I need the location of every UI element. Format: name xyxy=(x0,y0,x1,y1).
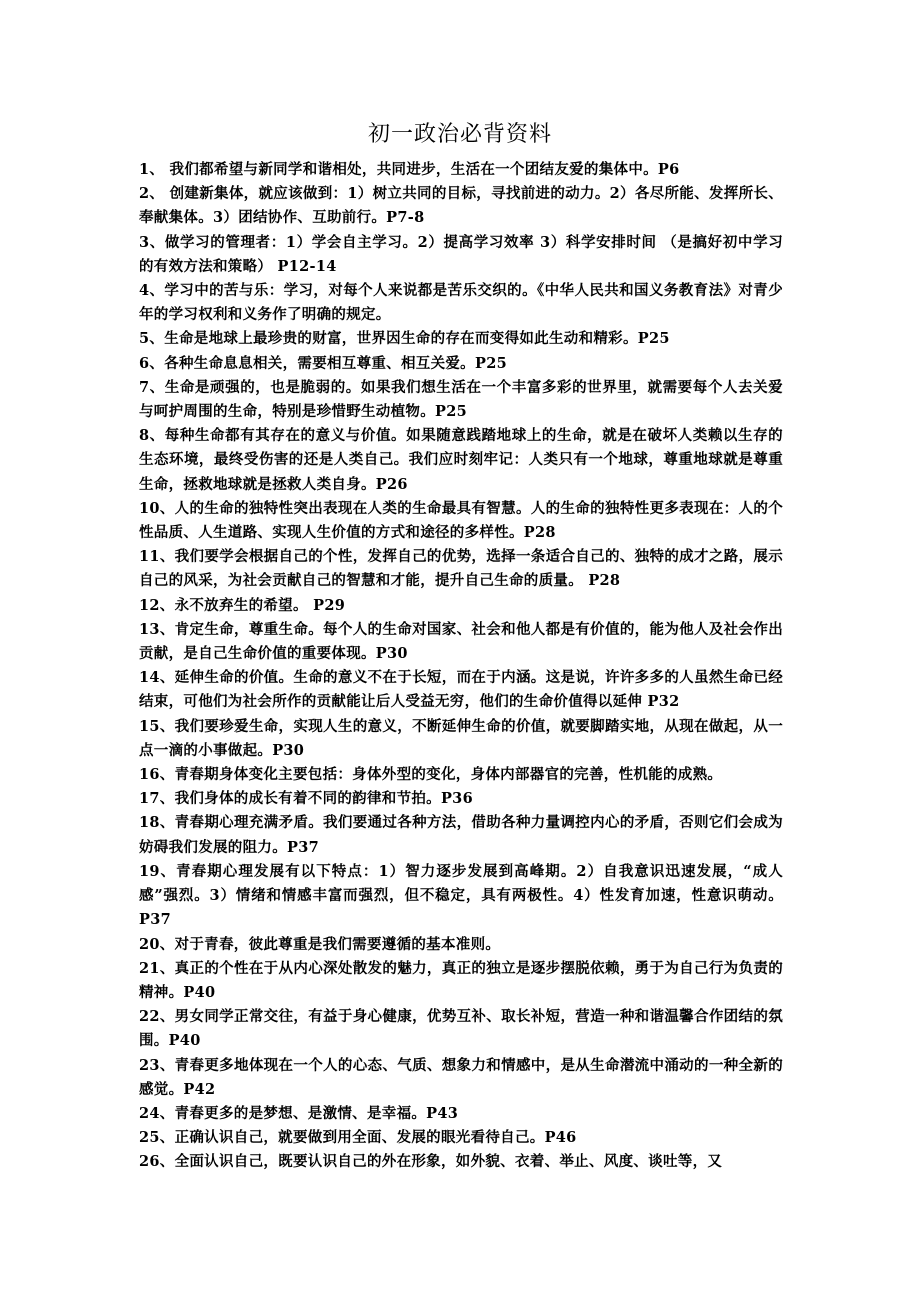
list-item: 7、生命是顽强的，也是脆弱的。如果我们想生活在一个丰富多彩的世界里，就需要每个人去关爱与呵护周围的生命，特别是珍惜野生动植物。P25 xyxy=(139,378,783,421)
list-item: 14、延伸生命的价值。生命的意义不在于长短，而在于内涵。这是说，许许多多的人虽然生命已经结束，可他们为社会所作的贡献能让后人受益无穷，他们的生命价值得以延伸 P32 xyxy=(139,669,783,711)
list-item: 26、全面认识自己，既要认识自己的外在形象，如外貌、衣着、举止、风度、谈吐等，又 xyxy=(139,1153,723,1171)
list-item: 23、青春更多地体现在一个人的心态、气质、想象力和情感中，是从生命潜流中涌动的一种全新的感觉。P42 xyxy=(139,1056,783,1098)
list-item: 1、 我们都希望与新同学和谐相处，共同进步，生活在一个团结友爱的集体中。P6 xyxy=(139,161,680,178)
list-item: 5、生命是地球上最珍贵的财富，世界因生命的存在而变得如此生动和精彩。P25 xyxy=(139,330,670,348)
list-item: 24、青春更多的是梦想、是激情、是幸福。P43 xyxy=(139,1104,459,1122)
list-item: 2、 创建新集体，就应该做到：1）树立共同的目标，寻找前进的动力。2）各尽所能、发挥所长、奉献集体。3）团结协作、互助前行。P7-8 xyxy=(139,185,783,227)
list-item: 18、青春期心理充满矛盾。我们要通过各种方法，借助各种力量调控内心的矛盾，否则它们会成为妨碍我们发展的阻力。P37 xyxy=(139,814,783,856)
list-item: 17、我们身体的成长有着不同的韵律和节拍。P36 xyxy=(139,790,473,808)
document-body xyxy=(139,158,783,1175)
list-item: 8、每种生命都有其存在的意义与价值。如果随意践踏地球上的生命，就是在破坏人类赖以生存的生态环境，最终受伤害的还是人类自己。我们应时刻牢记：人类只有一个地球，尊重地球就是尊重生命，拯救地球就是拯救人类自身。P26 xyxy=(139,427,783,493)
list-item: 19、青春期心理发展有以下特点：1）智力逐步发展到高峰期。2）自我意识迅速发展，“成人感”强烈。3）情绪和情感丰富而强烈，但不稳定，具有两极性。4）性发育加速，性意识萌动。P37 xyxy=(139,862,783,929)
list-item: 21、真正的个性在于从内心深处散发的魅力，真正的独立是逐步摆脱依赖，勇于为自己行为负责的精神。P40 xyxy=(139,959,783,1001)
list-item: 25、正确认识自己，就要做到用全面、发展的眼光看待自己。P46 xyxy=(139,1129,577,1147)
list-item: 22、男女同学正常交往，有益于身心健康，优势互补、取长补短，营造一种和谐温馨合作团结的氛围。P40 xyxy=(139,1008,783,1050)
list-item: 4、学习中的苦与乐：学习，对每个人来说都是苦乐交织的。《中华人民共和国义务教育法》对青少年的学习权利和义务作了明确的规定。 xyxy=(139,282,783,324)
list-item: 6、各种生命息息相关，需要相互尊重、相互关爱。P25 xyxy=(139,354,507,372)
list-item: 16、青春期身体变化主要包括：身体外型的变化，身体内部器官的完善，性机能的成熟。 xyxy=(139,766,723,784)
list-item: 20、对于青春，彼此尊重是我们需要遵循的基本准则。 xyxy=(139,935,501,953)
list-item: 15、我们要珍爱生命，实现人生的意义，不断延伸生命的价值，就要脚踏实地，从现在做起，从一点一滴的小事做起。P30 xyxy=(139,717,783,759)
page-title: 初一政治必背资料 xyxy=(367,122,552,147)
list-item: 12、永不放弃生的希望。 P29 xyxy=(139,596,346,614)
list-item: 3、做学习的管理者：1）学会自主学习。2）提高学习效率 3）科学安排时间 （是搞好初中学习的有效方法和策略） P12-14 xyxy=(139,233,783,275)
list-item: 10、人的生命的独特性突出表现在人类的生命最具有智慧。人的生命的独特性更多表现在：人的个性品质、人生道路、实现人生价值的方式和途径的多样性。P28 xyxy=(139,499,783,542)
list-item: 11、我们要学会根据自己的个性，发挥自己的优势，选择一条适合自己的、独特的成才之路，展示自己的风采，为社会贡献自己的智慧和才能，提升自己生命的质量。 P28 xyxy=(139,548,783,590)
list-item: 13、肯定生命，尊重生命。每个人的生命对国家、社会和他人都是有价值的，能为他人及社会作出贡献，是自己生命价值的重要体现。P30 xyxy=(139,620,783,663)
